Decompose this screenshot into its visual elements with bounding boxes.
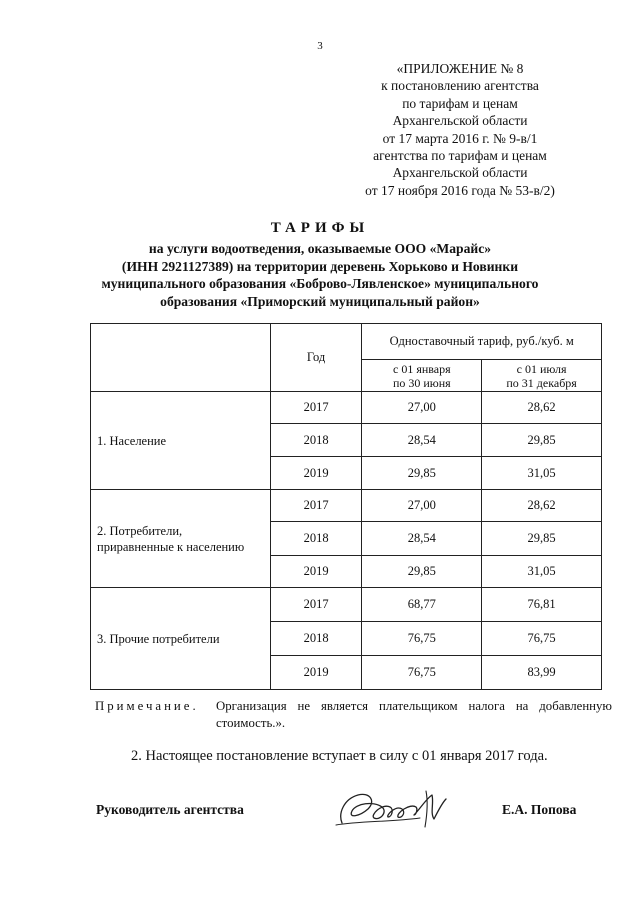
tariff-h1-cell: 27,00 [362, 490, 482, 522]
category-label: 1. Население [97, 433, 167, 448]
tariff-h2-cell: 29,85 [482, 424, 602, 457]
tariff-h2-cell: 29,85 [482, 522, 602, 556]
category-cell [91, 392, 271, 490]
subtitle-line: муниципального образования «Боброво-Лявленское» муниципального [101, 276, 539, 291]
year-cell: 2019 [270, 457, 362, 490]
year-cell: 2019 [270, 556, 362, 588]
table-row [91, 392, 602, 424]
year-cell: 2017 [270, 588, 362, 622]
appendix-header [330, 60, 590, 199]
period1-line1: с 01 января [393, 361, 451, 376]
year-cell: 2018 [270, 522, 362, 556]
appendix-line: от 17 марта 2016 г. № 9-в/1 [382, 130, 538, 146]
year-cell: 2018 [270, 424, 362, 457]
head-position: Руководитель агентства [96, 802, 244, 817]
tariff-h1-cell: 27,00 [362, 392, 482, 424]
tariff-h2-cell: 76,81 [482, 588, 602, 622]
appendix-line: «ПРИЛОЖЕНИЕ № 8 [396, 61, 524, 76]
tariff-h2-cell: 31,05 [482, 457, 602, 490]
note-label: Примечание. [95, 699, 199, 713]
tariff-h1-cell: 76,75 [362, 656, 482, 690]
appendix-line: к постановлению агентства [381, 78, 539, 94]
document-subtitle [80, 240, 560, 310]
period2-line2: по 31 декабря [506, 375, 577, 390]
tariff-h1-cell: 29,85 [362, 556, 482, 588]
tariff-h2-cell: 31,05 [482, 556, 602, 588]
table-row [91, 588, 602, 622]
tariff-header: Одноставочный тариф, руб./куб. м [362, 324, 602, 360]
appendix-line: по тарифам и ценам [402, 95, 518, 111]
tariff-table [90, 323, 602, 690]
appendix-line: от 17 ноября 2016 года № 53-в/2) [365, 182, 555, 198]
tariff-h2-cell: 28,62 [482, 392, 602, 424]
tariff-h1-cell: 28,54 [362, 424, 482, 457]
year-cell: 2019 [270, 656, 362, 690]
period1-line2: по 30 июня [392, 375, 451, 390]
period2-header [482, 360, 602, 392]
tariff-h1-cell: 29,85 [362, 457, 482, 490]
year-header: Год [270, 324, 362, 392]
table-row [91, 490, 602, 522]
page-number: 3 [317, 40, 323, 52]
category-label: приравненные к населению [97, 539, 245, 554]
subtitle-line: образования «Приморский муниципальный район» [160, 293, 480, 309]
head-name: Е.А. Попова [502, 802, 577, 817]
category-header-cell [91, 324, 271, 392]
tariff-h1-cell: 76,75 [362, 622, 482, 656]
tariff-h2-cell: 76,75 [482, 622, 602, 656]
category-cell [91, 490, 271, 588]
subtitle-line: (ИНН 2921127389) на территории деревень Хорьково и Новинки [121, 258, 519, 274]
tariff-h1-cell: 28,54 [362, 522, 482, 556]
year-cell: 2017 [270, 392, 362, 424]
note-text: Организация не является плательщиком налога на добавленную стоимость.». [216, 699, 612, 730]
tariff-h2-cell: 28,62 [482, 490, 602, 522]
year-cell: 2017 [270, 490, 362, 522]
subtitle-line: на услуги водоотведения, оказываемые ООО «Марайс» [148, 241, 492, 256]
period1-header [362, 360, 482, 392]
category-label: 3. Прочие потребители [97, 631, 220, 646]
document-title: ТАРИФЫ [270, 220, 370, 236]
appendix-line: Архангельской области [392, 113, 528, 129]
period2-line1: с 01 июля [516, 361, 567, 376]
appendix-line: Архангельской области [392, 165, 528, 181]
year-cell: 2018 [270, 622, 362, 656]
appendix-line: агентства по тарифам и ценам [373, 148, 547, 164]
category-label: 2. Потребители, [97, 523, 183, 538]
tariff-h2-cell: 83,99 [482, 656, 602, 690]
category-cell [91, 588, 271, 690]
tariff-h1-cell: 68,77 [362, 588, 482, 622]
signature-image [330, 785, 460, 835]
effective-date-paragraph: 2. Настоящее постановление вступает в силу с 01 января 2017 года. [131, 748, 548, 764]
